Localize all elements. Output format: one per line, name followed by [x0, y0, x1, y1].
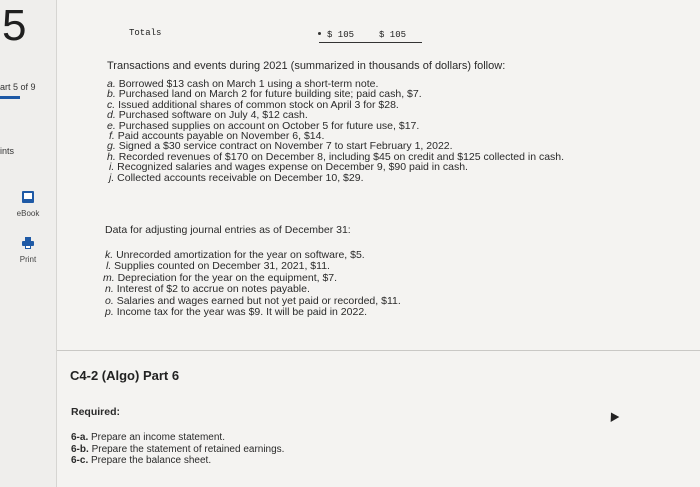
ebook-label: eBook [16, 209, 40, 218]
totals-value-1: $ 105 [327, 30, 355, 40]
list-item: f. Paid accounts payable on November 6, $14. [109, 130, 325, 143]
list-item: g. Signed a $30 service contract on November 7 to start February 1, 2022. [107, 140, 453, 153]
list-item: j. Collected accounts receivable on December 10, $29. [109, 171, 364, 184]
book-icon [0, 190, 56, 206]
mouse-cursor-icon [607, 410, 620, 422]
section-divider [57, 350, 700, 351]
question-number: 5 [2, 1, 27, 50]
list-item: h. Recorded revenues of $170 on December 8, including $45 on credit and $125 collected in cash. [107, 150, 565, 163]
main-content [57, 0, 700, 487]
adjustments-list [105, 250, 401, 318]
list-item: n. Interest of $2 to accrue on notes payable. [105, 283, 310, 296]
adjusting-intro: Data for adjusting journal entries as of December 31: [105, 224, 351, 236]
list-item: m. Depreciation for the year on the equipment, $7. [103, 271, 338, 284]
totals-value-2: $ 105 [379, 30, 407, 40]
list-item: l. Supplies counted on December 31, 2021, $11. [106, 260, 330, 273]
part-progress-bar [0, 96, 20, 99]
totals-underline [319, 42, 422, 43]
list-item: p. Income tax for the year was $9. It will be paid in 2022. [105, 306, 368, 319]
list-item: b. Purchased land on March 2 for future building site; paid cash, $7. [107, 88, 422, 101]
list-item: e. Purchased supplies on account on October 5 for future use, $17. [107, 119, 420, 132]
totals-label: Totals [129, 28, 162, 38]
requirement-item: 6-c. Prepare the balance sheet. [71, 455, 212, 466]
bullet-dot [318, 32, 321, 35]
print-label: Print [19, 255, 37, 264]
print-icon [0, 236, 56, 252]
list-item: c. Issued additional shares of common stock on April 3 for $28. [107, 98, 399, 111]
list-item: o. Salaries and wages earned but not yet paid or recorded, $11. [105, 294, 401, 307]
list-item: a. Borrowed $13 cash on March 1 using a short-term note. [107, 78, 379, 90]
requirement-item: 6-b. Prepare the statement of retained earnings. [71, 443, 285, 455]
print-button[interactable] [0, 236, 56, 264]
list-item: k. Unrecorded amortization for the year on software, $5. [105, 249, 365, 261]
transactions-list [107, 79, 564, 183]
part-heading: C4-2 (Algo) Part 6 [70, 368, 180, 383]
requirement-item: 6-a. Prepare an income statement. [71, 432, 225, 443]
points-label: ints [0, 146, 15, 156]
sidebar [0, 0, 57, 487]
requirements-list [71, 432, 284, 467]
part-indicator: art 5 of 9 [0, 82, 36, 92]
transactions-intro: Transactions and events during 2021 (summarized in thousands of dollars) follow: [107, 60, 506, 72]
ebook-button[interactable] [0, 190, 56, 218]
totals-row [57, 28, 700, 48]
list-item: i. Recognized salaries and wages expense on December 9, $90 paid in cash. [109, 161, 468, 174]
required-label: Required: [71, 406, 121, 418]
list-item: d. Purchased software on July 4, $12 cash. [107, 109, 308, 122]
